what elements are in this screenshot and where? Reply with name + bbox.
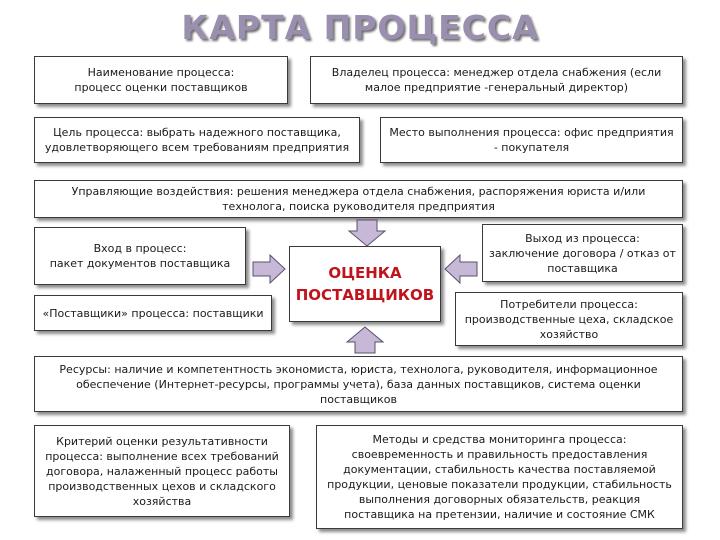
- criteria-box: [34, 425, 290, 517]
- process-owner-label: Владелец процесса:: [331, 66, 450, 79]
- monitoring-label: Методы и средства мониторинга процесса:: [372, 433, 627, 446]
- process-owner-value: менеджер отдела снабжения (если малое предприятие -генеральный директор): [364, 66, 662, 94]
- process-name-label: Наименование процесса:: [87, 66, 235, 79]
- process-consumers-label: Потребители процесса:: [500, 297, 638, 311]
- control-actions-box: [34, 180, 683, 218]
- resources-box: [34, 356, 683, 412]
- process-place-label: Место выполнения процесса:: [389, 126, 561, 139]
- monitoring-value: своевременность и правильность предоставления документации, стабильность качества поставляемой продукции, ценовые показатели продукции, стабильность выполнения договорных обязательств, реакция поставщика на претензии, наличие и состояние СМК: [327, 448, 672, 521]
- process-place-value: офис предприятия - покупателя: [493, 126, 674, 154]
- criteria-label: Критерий оценки результативности процесса:: [45, 434, 268, 463]
- process-output-value: заключение договора / отказ от поставщика: [489, 246, 676, 275]
- process-consumers-box: [455, 292, 683, 346]
- process-goal-value: выбрать надежного поставщика, удовлетворяющего всем требованиям предприятия: [44, 126, 350, 154]
- process-suppliers-value: поставщики: [192, 306, 264, 320]
- criteria-value: выполнение всех требований договора, налаженный процесс работы производственных цехов и складского хозяйства: [46, 449, 279, 508]
- process-goal-label: Цель процесса:: [53, 126, 144, 139]
- control-actions-label: Управляющие воздействия:: [71, 185, 234, 198]
- monitoring-box: [316, 425, 683, 529]
- process-owner-box: [310, 56, 683, 104]
- resources-value: наличие и компетентность экономиста, юриста, технолога, руководителя, информационное обеспечение (Интернет-ресурсы, программы учета), база данных поставщиков, система оценки поставщиков: [76, 362, 658, 406]
- center-line-1: ОЦЕНКА: [328, 264, 402, 282]
- resources-label: Ресурсы:: [59, 362, 111, 376]
- process-center-box: [289, 246, 441, 322]
- process-output-label: Выход из процесса:: [525, 231, 640, 245]
- process-place-box: [380, 117, 683, 163]
- process-input-box: [34, 227, 246, 285]
- process-suppliers-box: [34, 295, 272, 331]
- control-actions-value: решения менеджера отдела снабжения, распоряжения юриста и/или технолога, поиска руководителя предприятия: [222, 185, 646, 213]
- process-name-box: [34, 56, 288, 104]
- process-consumers-value: производственные цеха, складское хозяйство: [464, 312, 674, 341]
- process-name-value: процесс оценки поставщиков: [74, 81, 248, 94]
- process-suppliers-label: «Поставщики» процесса:: [42, 306, 190, 320]
- process-goal-box: [34, 117, 360, 163]
- page-title: КАРТА ПРОЦЕССА: [181, 8, 539, 47]
- arrow-right-input: [252, 254, 286, 284]
- process-output-box: [482, 224, 683, 282]
- arrow-down-control: [347, 219, 387, 247]
- arrow-left-output: [444, 254, 478, 284]
- arrow-up-resources: [345, 326, 385, 354]
- center-line-2: ПОСТАВЩИКОВ: [295, 286, 435, 304]
- process-input-value: пакет документов поставщика: [49, 257, 231, 270]
- process-input-label: Вход в процесс:: [93, 242, 187, 255]
